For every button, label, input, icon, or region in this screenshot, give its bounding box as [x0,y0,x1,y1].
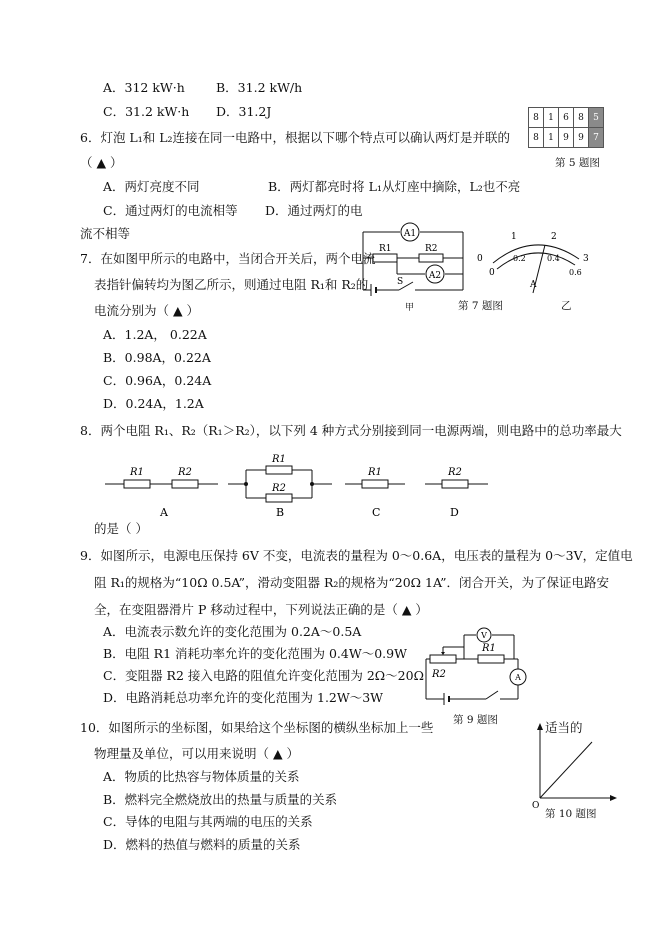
q8a-r1-label: R1 [130,467,144,478]
q7-figure-caption: 第 7 题图 [458,300,503,312]
dial-three: 3 [583,254,589,264]
q7-option-d: D．0.24A，1.2A [103,396,204,411]
q9-stem-line3: 全，在变阻器滑片 P 移动过程中，下列说法正确的是（ ▲ ） [94,602,428,617]
dial-unit: A [530,280,537,290]
q5-figure-caption: 第 5 题图 [555,157,600,169]
ammeter-label: A [515,673,521,682]
resistor-r1-label: R1 [482,643,496,654]
q10-option-a: A．物质的比热容与物体质量的关系 [103,769,300,784]
q6-answer-blank: （ ▲ ） [80,155,123,170]
q9-figure-caption: 第 9 题图 [453,714,498,726]
q7-figure-yi-label: 乙 [561,300,572,312]
q5-option-b: B．31.2 kW/h [216,80,303,95]
q9-option-b: B．电阻 R1 消耗功率允许的变化范围为 0.4W～0.9W [103,646,407,661]
q6-option-a: A．两灯亮度不同 [103,179,200,194]
q8-label-a: A [160,506,168,519]
dial-tick-bottom-06: 0.6 [569,268,582,277]
q7-option-b: B．0.98A，0.22A [103,350,211,365]
resistor-r2-label: R2 [425,244,438,254]
dial-tick-top-2: 2 [551,232,557,242]
q8-label-b: B [276,506,285,519]
q9-option-c: C．变阻器 R2 接入电路的阻值允许变化范围为 2Ω～20Ω [103,668,424,683]
meter-digit: 8 [529,108,544,128]
meter-digit: 8 [574,108,589,128]
q9-option-d: D．电路消耗总功率允许的变化范围为 1.2W～3W [103,690,384,705]
q10-stem-line1: 10．如图所示的坐标图，如果给这个坐标图的横纵坐标加上一些 [80,720,434,735]
meter-digit: 8 [529,128,544,148]
q6-option-c: C．通过两灯的电流相等 [103,203,238,218]
meter-digit: 1 [544,108,559,128]
q7-stem-line2: 表指针偏转均为图乙所示，则通过电阻 R₁和 R₂的 [94,277,369,292]
q8b-r1-label: R1 [272,454,286,465]
q10-option-d: D．燃料的热值与燃料的质量的关系 [103,837,301,852]
q8-resistor-diagrams [100,450,500,520]
q10-option-b: B．燃料完全燃烧放出的热量与质量的关系 [103,792,338,807]
q9-option-a: A．电流表示数允许的变化范围为 0.2A～0.5A [103,624,362,639]
q8d-r2-label: R2 [448,467,462,478]
ammeter-a1-label: A1 [403,229,417,239]
switch-s-label: S [397,277,404,287]
ammeter-a2-label: A2 [428,271,442,281]
q8a-r2-label: R2 [178,467,192,478]
q9-stem-line1: 9．如图所示，电源电压保持 6V 不变，电流表的量程为 0～0.6A，电压表的量程为 0～3V，定值电 [80,548,633,563]
q8c-r1-label: R1 [368,467,382,478]
q6-option-d: D．通过两灯的电 [265,203,363,218]
q7-stem-line3: 电流分别为（ ▲ ） [94,303,200,318]
q7-option-a: A．1.2A， 0.22A [103,327,207,342]
q5-energy-meter [528,107,604,148]
q7-ammeter-dial [475,225,595,295]
q5-option-d: D．31.2J [216,104,272,119]
meter-digit: 9 [559,128,574,148]
q7-option-c: C．0.96A，0.24A [103,373,212,388]
q6-option-d-continued: 流不相等 [80,226,131,241]
q6-option-b: B．两灯都亮时将 L₁从灯座中摘除，L₂也不亮 [268,179,521,194]
rheostat-r2-label: R2 [432,669,446,680]
meter-digit: 6 [559,108,574,128]
dial-tick-bottom-02: 0.2 [513,254,526,263]
q8-answer-blank: 的是（ ） [94,521,148,536]
resistor-r1-label: R1 [379,244,392,254]
voltmeter-label: V [481,631,487,640]
figure-jia-label: 甲 [405,303,415,313]
meter-digit-decimal: 7 [589,128,604,148]
q7-circuit-diagram [355,218,475,313]
q9-circuit-diagram [418,625,533,710]
q8-label-d: D [450,506,459,519]
meter-digit: 9 [574,128,589,148]
dial-tick-bottom-04: 0.4 [547,254,560,263]
q5-option-a: A．312 kW·h [103,80,185,95]
q10-stem-line2: 物理量及单位，可以用来说明（ ▲ ） [94,746,300,761]
q9-stem-line2: 阻 R₁的规格为“10Ω 0.5A”，滑动变阻器 R₂的规格为“20Ω 1A”．闭合开关，为了保证电路安 [94,575,610,590]
meter-digit-decimal: 5 [589,108,604,128]
q10-stem-line1-end: 适当的 [545,720,583,735]
q7-stem-line1: 7．在如图甲所示的电路中，当闭合开关后，两个电流 [80,251,376,266]
q8b-r2-label: R2 [272,483,286,494]
meter-digit: 1 [544,128,559,148]
q10-coordinate-graph [530,720,620,810]
dial-zero-top: 0 [477,254,483,264]
q10-figure-caption: 第 10 题图 [545,808,597,820]
q8-label-c: C [372,506,381,519]
dial-zero-bottom: 0 [489,268,495,278]
dial-tick-top-1: 1 [511,232,517,242]
q8-stem: 8．两个电阻 R₁、R₂（R₁＞R₂），以下列 4 种方式分别接到同一电源两端，则电路中的总功率最大 [80,423,622,438]
q5-option-c: C．31.2 kW·h [103,104,190,119]
graph-origin-label: O [532,801,540,811]
q6-stem: 6．灯泡 L₁和 L₂连接在同一电路中，根据以下哪个特点可以确认两灯是并联的 [80,130,511,145]
q10-option-c: C．导体的电阻与其两端的电压的关系 [103,814,313,829]
